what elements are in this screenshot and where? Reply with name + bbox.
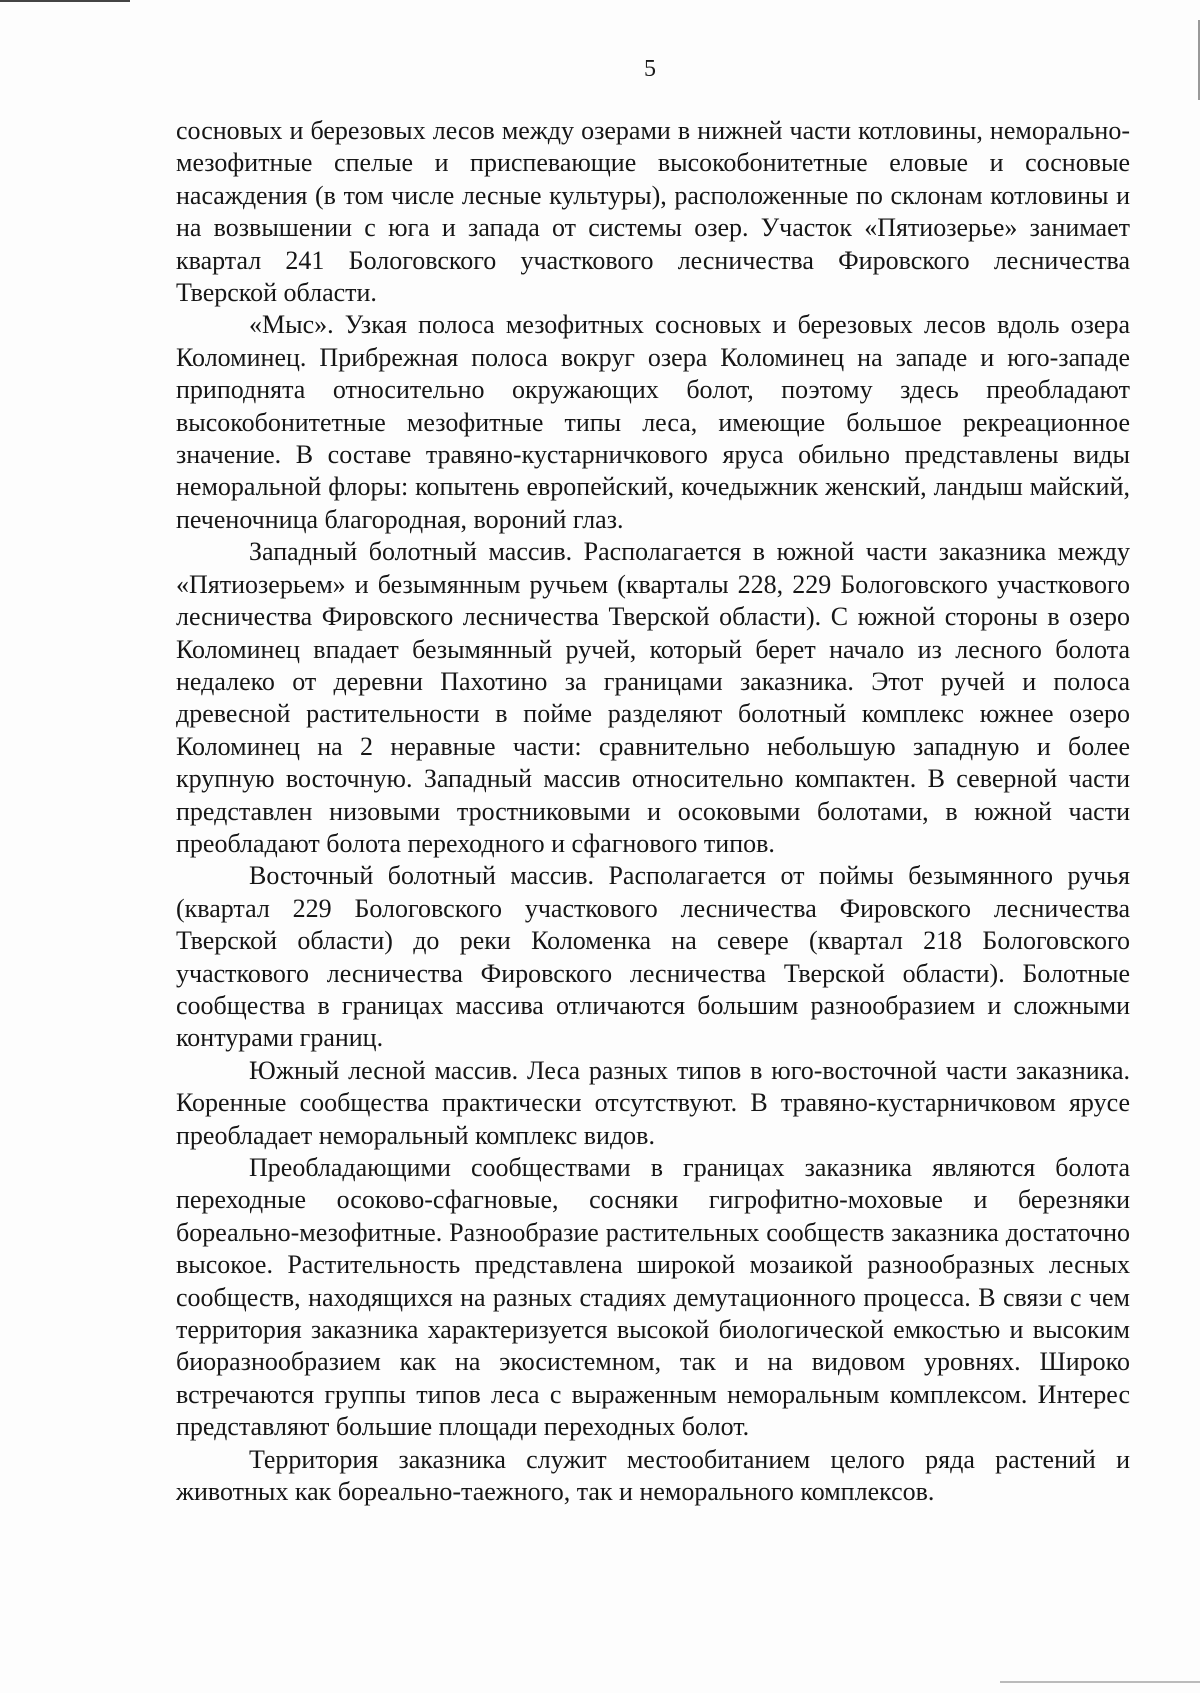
scan-artifact-line [0,0,130,2]
scan-artifact-line-bottom [1000,1681,1200,1683]
page-number: 5 [644,56,656,82]
paragraph-southern-forest: Южный лесной массив. Леса разных типов в юго-восточной части заказника. Коренные сообщества практически отсутствуют. В травяно-кустарничковом ярусе преобладает неморальный комплекс видов. [176,1055,1130,1150]
paragraph-dominant-communities: Преобладающими сообществами в границах заказника являются болота переходные осоково-сфагновые, сосняки гигрофитно-моховые и березняки бореально-мезофитные. Разнообразие растительных сообществ заказника достаточно высокое. Растительность представлена широкой мозаикой разнообразных лесных сообществ, находящихся на разных стадиях демутационного процесса. В связи с чем территория заказника характеризуется высокой биологической емкостью и высоким биоразнообразием как на экосистемном, так и на видовом уровнях. Широко встречаются группы типов леса с выраженным неморальным комплексом. Интерес представляют большие площади переходных болот. [176,1153,1130,1442]
paragraph-western-bog: Западный болотный массив. Располагается в южной части заказника между «Пятиозерьем» и безымянным ручьем (кварталы 228, 229 Бологовского участкового лесничества Фировского лесничества Тверской области). С южной стороны в озеро Коломинец впадает безымянный ручей, который берет начало из лесного болота недалеко от деревни Пахотино за границами заказника. Этот ручей и полоса древесной растительности в пойме разделяют болотный комплекс южнее озеро Коломинец на 2 неравные части: сравнительно небольшую западную и более крупную восточную. Западный массив относительно компактен. В северной части представлен низовыми тростниковыми и осоковыми болотами, в южной части преобладают болота переходного и сфагнового типов. [176,537,1130,858]
paragraph-eastern-bog: Восточный болотный массив. Располагается от поймы безымянного ручья (квартал 229 Бологовского участкового лесничества Фировского лесничества Тверской области) до реки Коломенка на севере (квартал 218 Бологовского участкового лесничества Фировского лесничества Тверской области). Болотные сообщества в границах массива отличаются большим разнообразием и сложными контурами границ. [176,861,1130,1053]
paragraph-habitat: Территория заказника служит местообитанием целого ряда растений и животных как бореально-таежного, так и неморального комплексов. [176,1444,1130,1507]
paragraph-continuation: сосновых и березовых лесов между озерами в нижней части котловины, неморально-мезофитные спелые и приспевающие высокобонитетные еловые и сосновые насаждения (в том числе лесные культуры), расположенные по склонам котловины и на возвышении с юга и запада от системы озер. Участок «Пятиозерье» занимает квартал 241 Бологовского участкового лесничества Фировского лесничества Тверской области. [176,116,1130,308]
paragraph-mys: «Мыс». Узкая полоса мезофитных сосновых и березовых лесов вдоль озера Коломинец. Прибрежная полоса вокруг озера Коломинец на западе и юго-западе приподнята относительно окружающих болот, поэтому здесь преобладают высокобонитетные мезофитные типы леса, имеющие большое рекреационное значение. В составе травяно-кустарничкового яруса обильно представлены виды неморальной флоры: копытень европейский, кочедыжник женский, ландыш майский, печеночница благородная, вороний глаз. [176,310,1130,534]
document-body [176,115,1130,1508]
